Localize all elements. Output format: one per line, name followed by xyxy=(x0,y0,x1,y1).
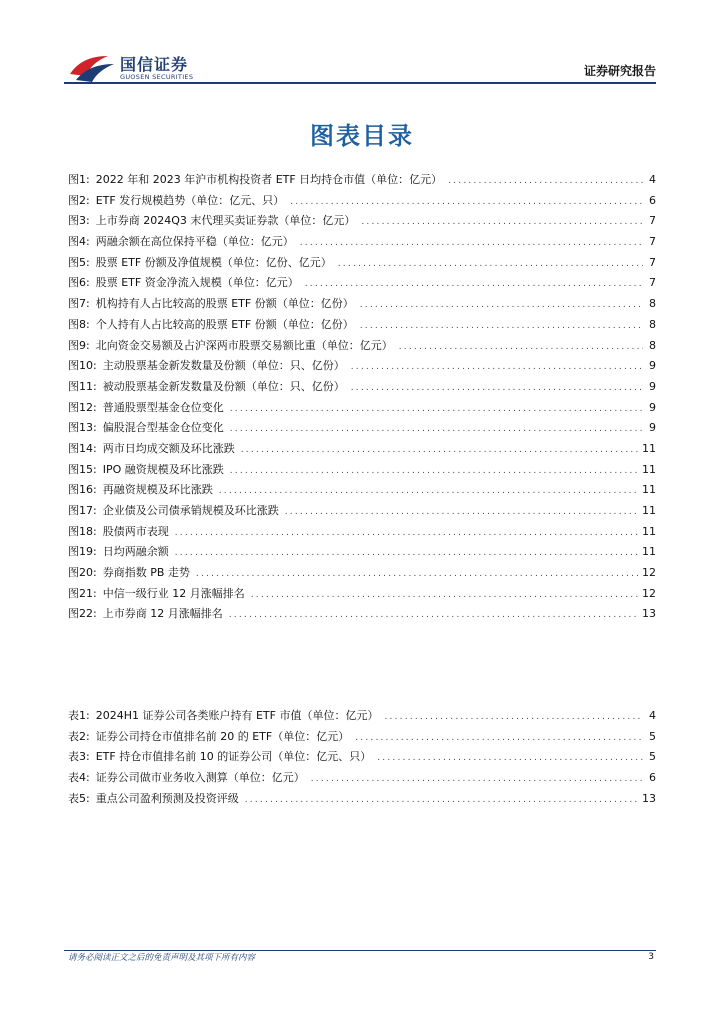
figure-entry-leader-dots xyxy=(175,543,639,564)
figure-entry-leader-dots xyxy=(448,171,643,192)
figure-entry[interactable] xyxy=(68,232,656,253)
figure-entry[interactable] xyxy=(68,418,656,439)
page-number: 3 xyxy=(648,952,654,962)
figure-entry-label: 图12: xyxy=(68,400,97,414)
figure-entry-label: 图5: xyxy=(68,255,90,269)
guosen-logo-icon xyxy=(68,52,116,84)
figure-entry-page: 7 xyxy=(649,276,656,290)
figure-entry-label: 图15: xyxy=(68,462,97,476)
figure-entry-leader-dots xyxy=(351,378,643,399)
figure-entry[interactable] xyxy=(68,336,656,357)
figure-entry-page: 12 xyxy=(642,586,656,600)
figure-entry-label: 图17: xyxy=(68,504,97,517)
report-type-label: 证券研究报告 xyxy=(583,64,656,78)
figure-entry-page: 7 xyxy=(649,235,656,249)
table-entry[interactable] xyxy=(68,706,656,727)
figure-entry[interactable] xyxy=(68,170,656,191)
figure-entry-leader-dots xyxy=(338,254,643,275)
figure-entry-page: 11 xyxy=(642,504,656,517)
figure-entry-page: 8 xyxy=(649,297,656,311)
figure-entry[interactable] xyxy=(68,315,656,336)
figure-entry-label: 图13: xyxy=(68,421,97,435)
table-entry[interactable] xyxy=(68,789,656,810)
table-entry-label: 表4: xyxy=(68,771,90,785)
table-entry[interactable] xyxy=(68,727,656,748)
table-entry-leader-dots xyxy=(377,748,643,769)
figure-entry-label: 图19: xyxy=(68,545,97,559)
figure-entry[interactable] xyxy=(68,273,656,294)
figure-entry-title: 2022 年和 2023 年沪市机构投资者 ETF 日均持仓市值（单位：亿元） xyxy=(95,173,443,186)
figure-entry[interactable] xyxy=(68,439,656,460)
table-entry-label: 表2: xyxy=(68,729,90,743)
table-entry-label: 表5: xyxy=(68,791,90,805)
figure-entry[interactable] xyxy=(68,211,656,232)
figure-entry-page: 9 xyxy=(649,400,656,414)
figure-entry-page: 9 xyxy=(649,379,656,393)
table-entry-label: 表1: xyxy=(68,709,90,722)
figure-entry-page: 8 xyxy=(649,338,656,352)
figure-entry-page: 7 xyxy=(649,255,656,269)
figure-entry-page: 9 xyxy=(649,359,656,373)
figure-entry-leader-dots xyxy=(230,419,643,440)
table-entry-leader-dots xyxy=(355,728,643,749)
table-entry[interactable] xyxy=(68,768,656,789)
table-entry-label: 表3: xyxy=(68,750,90,764)
figure-entry-leader-dots xyxy=(251,585,639,606)
table-entry-title: ETF 持仓市值排名前 10 的证券公司（单位：亿元、只） xyxy=(95,750,372,764)
figure-entry-label: 图16: xyxy=(68,483,97,497)
figure-entry-leader-dots xyxy=(241,440,639,461)
logo-chinese-name: 国信证券 xyxy=(120,55,189,74)
table-entry-page: 5 xyxy=(649,750,656,764)
figure-entry-title: 日均两融余额 xyxy=(102,545,169,559)
figure-entry-title: 股债两市表现 xyxy=(102,524,169,538)
figure-entry[interactable] xyxy=(68,460,656,481)
table-entry[interactable] xyxy=(68,747,656,768)
figure-entry-page: 6 xyxy=(649,193,656,207)
table-entry-page: 5 xyxy=(649,729,656,743)
figure-entry-leader-dots xyxy=(175,523,639,544)
figure-entry-leader-dots xyxy=(230,399,643,420)
logo-english-name: GUOSEN SECURITIES xyxy=(120,73,194,81)
figure-entry-title: 两融余额在高位保持平稳（单位：亿元） xyxy=(95,235,294,249)
figure-entry-label: 图11: xyxy=(68,379,97,393)
figure-entry-title: 中信一级行业 12 月涨幅排名 xyxy=(102,586,245,600)
figure-entry-title: 再融资规模及环比涨跌 xyxy=(102,483,213,497)
figure-entry-leader-dots xyxy=(360,295,643,316)
figure-entry-leader-dots xyxy=(290,192,643,213)
guosen-logo xyxy=(68,52,208,86)
figure-entry-page: 12 xyxy=(642,566,656,580)
figure-entry-title: ETF 发行规模趋势（单位：亿元、只） xyxy=(95,193,285,207)
table-list xyxy=(68,706,656,809)
figure-entry-title: 股票 ETF 资金净流入规模（单位：亿元） xyxy=(95,276,299,290)
figure-entry-title: 股票 ETF 份额及净值规模（单位：亿份、亿元） xyxy=(95,255,332,269)
figure-entry-leader-dots xyxy=(361,212,643,233)
figure-entry[interactable] xyxy=(68,584,656,605)
figure-entry-title: 北向资金交易额及占沪深两市股票交易额比重（单位：亿元） xyxy=(95,338,393,352)
figure-entry-title: 普通股票型基金仓位变化 xyxy=(102,400,224,414)
figure-entry-title: 券商指数 PB 走势 xyxy=(102,566,190,580)
figure-entry-page: 7 xyxy=(649,214,656,228)
figure-entry-page: 11 xyxy=(642,462,656,476)
figure-entry-title: IPO 融资规模及环比涨跌 xyxy=(102,462,224,476)
table-entry-title: 2024H1 证券公司各类账户持有 ETF 市值（单位：亿元） xyxy=(95,709,379,722)
table-entry-title: 重点公司盈利预测及投资评级 xyxy=(95,791,239,805)
figure-entry-label: 图1: xyxy=(68,173,90,186)
figure-entry-leader-dots xyxy=(305,274,643,295)
figure-entry[interactable] xyxy=(68,501,656,522)
figure-entry-label: 图8: xyxy=(68,317,90,331)
table-entry-leader-dots xyxy=(311,769,643,790)
figure-entry[interactable] xyxy=(68,563,656,584)
figure-entry-label: 图18: xyxy=(68,524,97,538)
figure-entry-page: 13 xyxy=(642,607,656,621)
figure-list xyxy=(68,170,656,625)
figure-entry-leader-dots xyxy=(196,564,639,585)
page-title: 图表目录 xyxy=(310,122,414,150)
figure-entry[interactable] xyxy=(68,356,656,377)
table-entry-page: 4 xyxy=(649,709,656,722)
figure-entry[interactable] xyxy=(68,253,656,274)
table-entry-page: 13 xyxy=(642,791,656,805)
figure-entry[interactable] xyxy=(68,377,656,398)
figure-entry[interactable] xyxy=(68,294,656,315)
figure-entry[interactable] xyxy=(68,398,656,419)
figure-entry-leader-dots xyxy=(351,357,643,378)
figure-entry-label: 图10: xyxy=(68,359,97,373)
figure-entry-title: 两市日均成交额及环比涨跌 xyxy=(102,441,235,455)
figure-entry[interactable] xyxy=(68,604,656,625)
page-header xyxy=(0,0,724,90)
table-entry-page: 6 xyxy=(649,771,656,785)
figure-entry-label: 图22: xyxy=(68,607,97,621)
disclaimer-text: 请务必阅读正文之后的免责声明及其项下所有内容 xyxy=(68,953,256,963)
table-entry-title: 证券公司做市业务收入测算（单位：亿元） xyxy=(95,771,305,785)
figure-entry-leader-dots xyxy=(285,502,639,523)
figure-entry-label: 图7: xyxy=(68,297,90,311)
figure-entry-leader-dots xyxy=(230,461,639,482)
figure-entry-label: 图14: xyxy=(68,441,97,455)
figure-entry-title: 个人持有人占比较高的股票 ETF 份额（单位：亿份） xyxy=(95,317,354,331)
figure-entry-title: 主动股票基金新发数量及份额（单位：只、亿份） xyxy=(102,359,345,373)
table-entry-title: 证券公司持仓市值排名前 20 的 ETF（单位：亿元） xyxy=(95,729,350,743)
figure-entry-leader-dots xyxy=(229,605,639,626)
figure-entry-leader-dots xyxy=(360,316,643,337)
figure-entry-title: 上市券商 12 月涨幅排名 xyxy=(102,607,223,621)
figure-entry-page: 8 xyxy=(649,317,656,331)
table-entry-leader-dots xyxy=(245,790,639,811)
figure-entry[interactable] xyxy=(68,522,656,543)
figure-entry-title: 被动股票基金新发数量及份额（单位：只、亿份） xyxy=(102,379,345,393)
figure-entry-page: 11 xyxy=(642,545,656,559)
figure-entry-page: 11 xyxy=(642,524,656,538)
figure-entry-label: 图9: xyxy=(68,338,90,352)
figure-entry[interactable] xyxy=(68,191,656,212)
figure-entry-label: 图20: xyxy=(68,566,97,580)
figure-entry-label: 图3: xyxy=(68,214,90,228)
figure-entry-label: 图4: xyxy=(68,235,90,249)
figure-entry-label: 图6: xyxy=(68,276,90,290)
figure-entry-page: 9 xyxy=(649,421,656,435)
figure-entry-leader-dots xyxy=(219,481,639,502)
figure-entry-page: 11 xyxy=(642,483,656,497)
figure-entry[interactable] xyxy=(68,542,656,563)
figure-entry-title: 企业债及公司债承销规模及环比涨跌 xyxy=(102,504,279,517)
figure-entry-page: 11 xyxy=(642,441,656,455)
figure-entry-page: 4 xyxy=(649,173,656,186)
figure-entry-title: 上市券商 2024Q3 末代理买卖证券款（单位：亿元） xyxy=(95,214,356,228)
figure-entry-label: 图21: xyxy=(68,586,97,600)
figure-entry-title: 机构持有人占比较高的股票 ETF 份额（单位：亿份） xyxy=(95,297,354,311)
figure-entry-title: 偏股混合型基金仓位变化 xyxy=(102,421,224,435)
figure-entry[interactable] xyxy=(68,480,656,501)
figure-entry-leader-dots xyxy=(300,233,643,254)
header-divider xyxy=(64,82,656,84)
figure-entry-leader-dots xyxy=(399,337,643,358)
figure-entry-label: 图2: xyxy=(68,193,90,207)
table-entry-leader-dots xyxy=(384,707,643,728)
